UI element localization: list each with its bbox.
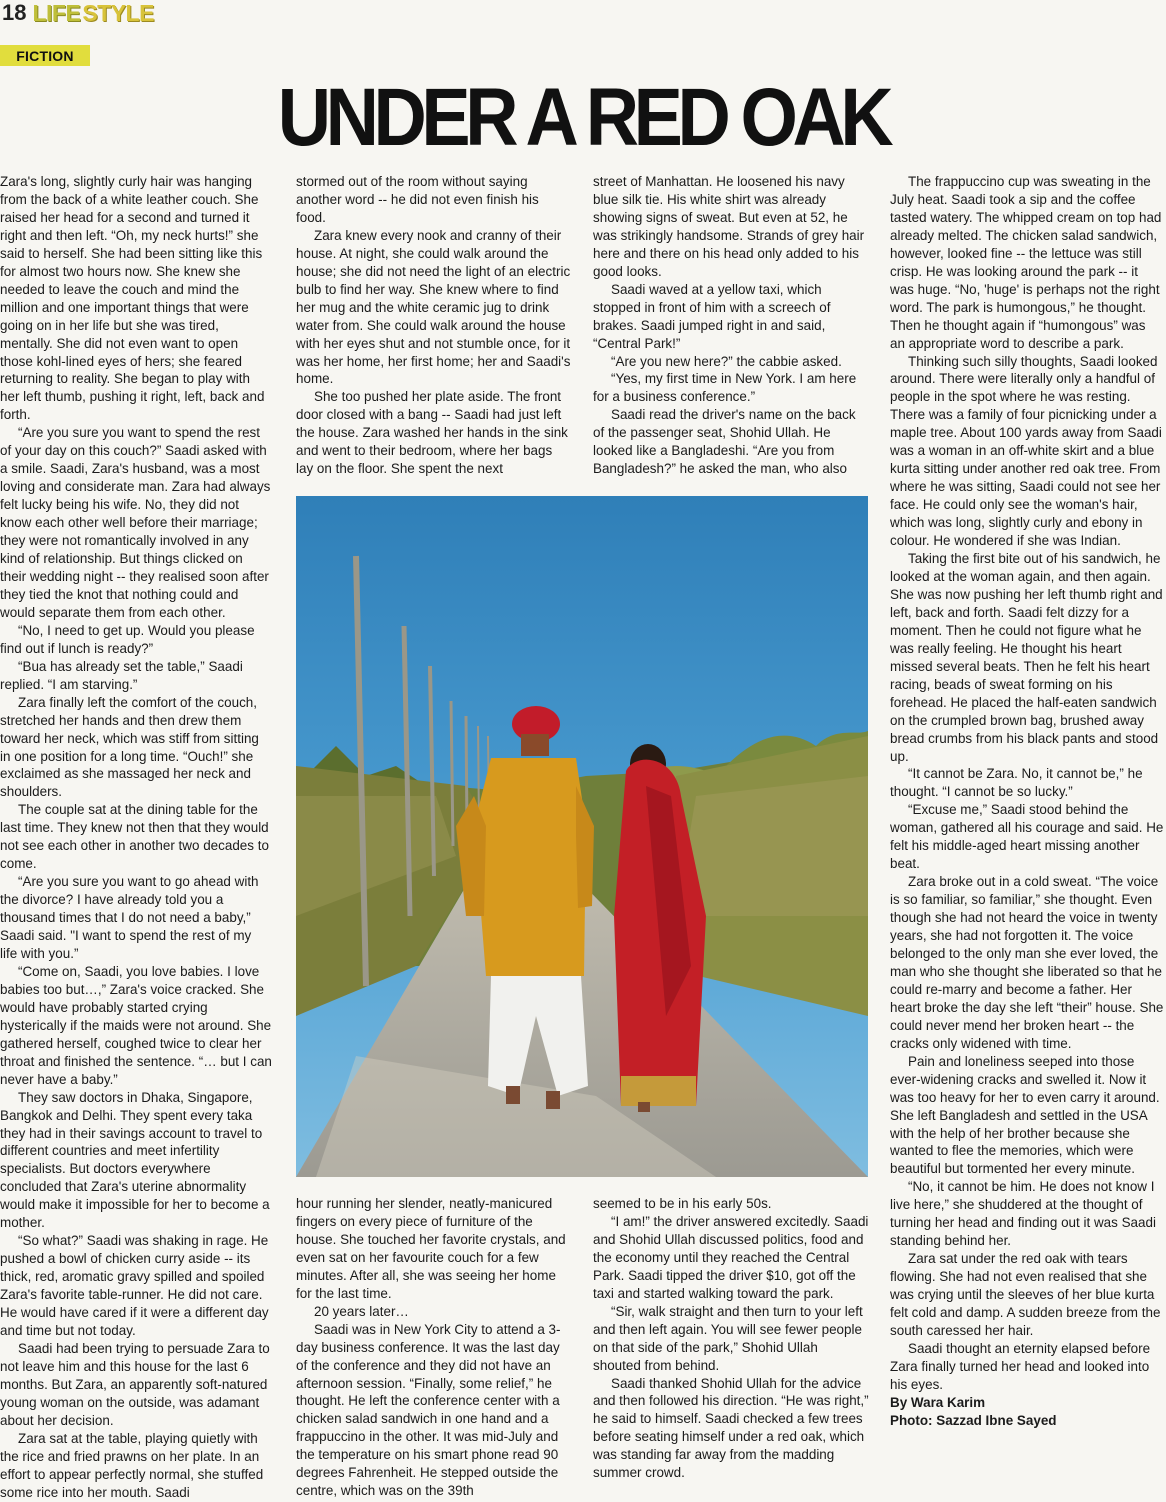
column-2-bottom [296, 1195, 572, 1500]
paragraph: “Are you new here?” the cabbie asked. [611, 353, 842, 369]
story-photo [296, 496, 868, 1177]
paragraph: seemed to be in his early 50s. [593, 1196, 772, 1211]
paragraph: The frappuccino cup was sweating in the July heat. Saadi took a sip and the coffee tasted watery. The whipped cream on top had already melted. The chicken salad sandwich, however, looked fine -- the lettuce was still crisp. He was looking around the park -- it was huge. “No, 'huge' is perhaps not the right word. The park is humongous,” he thought. Then he thought again if “humongous” was an appropriate word to describe a park. [890, 174, 1162, 351]
paragraph: Zara finally left the comfort of the couch, stretched her hands and then drew them toward her neck, which was stiff from sitting in one position for a long time. “Ouch!” she exclaimed as she massaged her neck and shoulders. [0, 694, 259, 800]
paragraph: Taking the first bite out of his sandwich, he looked at the woman again, and then again. She was now pushing her left thumb right and left, back and forth. Saadi felt dizzy for a moment. Then he could not figure what he was really feeling. He thought his heart missed several beats. Then he felt his heart racing, beads of sweat forming on his forehead. He placed the half-eaten sandwich on the crumpled brown bag, brushed away bread crumbs from his black pants and stood up. [890, 551, 1163, 764]
paragraph: Saadi waved at a yellow taxi, which stopped in front of him with a screech of brakes. Saadi jumped right in and said, “Central Park!” [593, 281, 831, 351]
paragraph: Thinking such silly thoughts, Saadi looked around. There were literally only a handful of people in the spot where he was resting. There was a family of four picnicking under a maple tree. About 100 yards away from Saadi was a woman in an off-white skirt and a blue kurta sitting under another red oak tree. From where he was sitting, Saadi could not see her face. He could only see the woman's hair, which was long, slightly curly and ebony in colour. He wondered if she was Indian. [890, 353, 1162, 549]
paragraph: She too pushed her plate aside. The front door closed with a bang -- Saadi had just left the house. Zara washed her hands in the sink and went to their bedroom, where her bags lay on the floor. She spent the next [296, 389, 568, 477]
column-4 [890, 173, 1164, 1430]
paragraph: Saadi thanked Shohid Ullah for the advice and then followed his direction. “He was right,” he said to himself. Saadi checked a few trees before seating himself under a red oak, which was standing far away from the madding summer crowd. [593, 1375, 869, 1481]
paragraph: They saw doctors in Dhaka, Singapore, Bangkok and Delhi. They spent every taka they had in their savings account to travel to different countries and meet infertility specialists. But doctors everywhere concluded that Zara's uterine abnormality would make it impossible for her to become a mother. [0, 1089, 270, 1231]
column-3-top [593, 173, 869, 478]
section-logo [32, 0, 153, 27]
column-2-top [296, 173, 572, 478]
paragraph: “Sir, walk straight and then turn to your left and then left again. You will see fewer people on that side of the park,” Shohid Ullah shouted from behind. [593, 1303, 863, 1373]
paragraph: Saadi had been trying to persuade Zara to not leave him and this house for the last 6 months. But Zara, an apparently soft-natured young woman on the outside, was adamant about her decision. [0, 1340, 270, 1428]
section-logo-part1: LIFE [32, 0, 81, 26]
page-number: 18 [2, 0, 27, 25]
paragraph: Zara's long, slightly curly hair was hanging from the back of a white leather couch. She raised her head for a second and turned it right and then left. “Oh, my neck hurts!” she said to herself. She had been sitting like this for almost two hours now. She knew she needed to leave the couch and mind the million and one important things that were going on in her life but she was tired, mentally. She did not even want to open those kohl-lined eyes of hers; she feared returning to reality. She began to play with her left thumb, pushing it right, left, back and forth. [0, 174, 265, 423]
paragraph: stormed out of the room without saying another word -- he did not even finish his food. [296, 174, 539, 225]
paragraph: Pain and loneliness seeped into those ever-widening cracks and swelled it. Now it was too heavy for her to even carry it around. She left Bangladesh and settled in the USA with the help of her brother because she wanted to flee the memories, which were beautiful but tormented her every minute. [890, 1053, 1160, 1177]
paragraph: “Are you sure you want to spend the rest of your day on this couch?” Saadi asked with a smile. Saadi, Zara's husband, was a most loving and considerate man. Zara had always felt lucky being his wife. No, they did not know each other well before their marriage; they were not romantically involved in any kind of relationship. But things clicked on their wedding night -- they realised soon after they tied the knot that nothing could and would separate them from each other. [0, 425, 271, 620]
paragraph: Zara knew every nook and cranny of their house. At night, she could walk around the house; she did not need the light of an electric bulb to find her way. She knew where to find her mug and the white ceramic jug to drink water from. She could walk around the house with her eyes shut and not stumble once, for it was her home, her first home; her and Saadi's home. [296, 227, 571, 387]
paragraph: Zara sat at the table, playing quietly with the rice and fried prawns on her plate. In an effort to appear perfectly normal, she stuffed some rice into her mouth. Saadi [0, 1430, 264, 1500]
paragraph: “No, it cannot be him. He does not know I live here,” she shuddered at the thought of turning her head and finding out it was Saadi standing behind her. [890, 1179, 1156, 1249]
paragraph: Saadi was in New York City to attend a 3-day business conference. It was the last day of the conference and they did not have an afternoon session. “Finally, some relief,” he thought. He left the conference center with a chicken salad sandwich in one hand and a frappuccino in the other. It was mid-July and the temperature on his smart phone read 90 degrees Fahrenheit. He stepped outside the centre, which was on the 39th [296, 1321, 561, 1499]
paragraph: Zara sat under the red oak with tears flowing. She had not even realised that she was crying until the sleeves of her blue kurta felt cold and damp. A sudden breeze from the south caressed her hair. [890, 1251, 1161, 1338]
paragraph: Saadi thought an eternity elapsed before Zara finally turned her head and looked into his eyes. [890, 1340, 1151, 1392]
column-1 [0, 173, 272, 1502]
paragraph: “I am!” the driver answered excitedly. Saadi and Shohid Ullah discussed politics, food and the economy until they reached the Central Park. Saadi tipped the driver $10, got off the taxi and started walking toward the park. [593, 1213, 869, 1301]
paragraph: Zara broke out in a cold sweat. “The voice is so familiar, so familiar,” she thought. Even though she had not heard the voice in twenty years, she had not forgotten it. The voice belonged to the only man she ever loved, the man who she thought she liberated so that he could re-marry and become a father. Her heart broke the day she left “their” house. She could never mend her broken heart -- the cracks only widened with time. [890, 874, 1164, 1051]
paragraph: “No, I need to get up. Would you please find out if lunch is ready?” [0, 622, 255, 656]
paragraph: 20 years later… [314, 1303, 409, 1319]
paragraph: “So what?” Saadi was shaking in rage. He pushed a bowl of chicken curry aside -- its thick, red, aromatic gravy spilled and spoiled Zara's favorite table-runner. He did not care. He would have cared if it were a different day and time but not today. [0, 1233, 269, 1338]
article-title: UNDER A RED OAK [277, 72, 889, 163]
page-header [2, 0, 154, 26]
paragraph: “Yes, my first time in New York. I am here for a business conference.” [593, 371, 857, 405]
paragraph: The couple sat at the dining table for the last time. They knew not then that they would not see each other in another two decades to come. [0, 802, 269, 872]
byline: By Wara Karim [890, 1394, 986, 1410]
category-label: FICTION [0, 45, 90, 66]
paragraph: “Bua has already set the table,” Saadi replied. “I am starving.” [0, 658, 243, 692]
paragraph: “Are you sure you want to go ahead with the divorce? I have already told you a thousand times that I do not need a baby,” Saadi said. "I want to spend the rest of my life with you.” [0, 874, 259, 961]
photo-credit: Photo: Sazzad Ibne Sayed [890, 1412, 1057, 1428]
paragraph: “It cannot be Zara. No, it cannot be,” he thought. “I cannot be so lucky.” [890, 766, 1143, 800]
paragraph: street of Manhattan. He loosened his navy blue silk tie. His white shirt was already showing signs of sweat. But even at 52, he was strikingly handsome. Strands of grey hair here and there on his head only added to his good looks. [593, 174, 865, 279]
paragraph: hour running her slender, neatly-manicured fingers on every piece of furniture of the house. She touched her favorite crystals, and even sat on her favourite couch for a few minutes. After all, she was seeing her home for the last time. [296, 1196, 566, 1301]
paragraph: “Excuse me,” Saadi stood behind the woman, gathered all his courage and said. He felt his middle-aged heart missing another beat. [890, 802, 1164, 872]
column-3-bottom [593, 1195, 869, 1482]
photo-illustration [296, 496, 868, 1177]
paragraph: Saadi read the driver's name on the back of the passenger seat, Shohid Ullah. He looked like a Bangladeshi. “Are you from Bangladesh?” he asked the man, who also [593, 407, 856, 477]
paragraph: “Come on, Saadi, you love babies. I love babies too but…,” Zara's voice cracked. She would have probably started crying hysterically if the maids were not around. She gathered herself, coughed twice to clear her throat and finished the sentence. “… but I can never have a baby.” [0, 963, 272, 1087]
section-logo-part2: STYLE [82, 0, 154, 26]
